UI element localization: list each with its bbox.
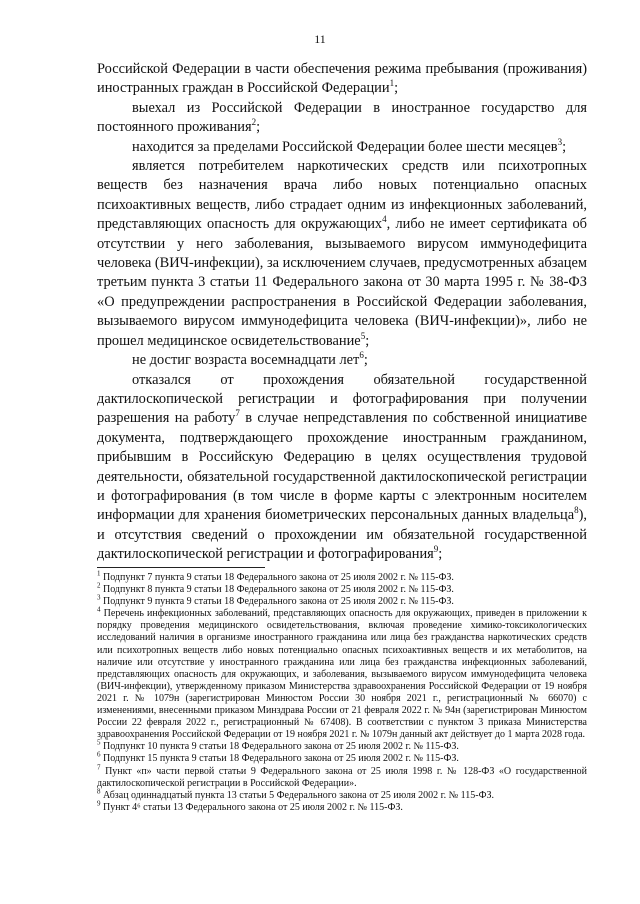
footnote-number: 2 — [97, 581, 101, 590]
footnote-number: 9 — [97, 799, 101, 808]
footnote — [97, 799, 587, 814]
footnote-ref[interactable]: 6 — [359, 350, 364, 361]
paragraph-text: находится за пределами Российской Федерации более шести месяцев — [132, 138, 558, 155]
paragraph-5 — [97, 351, 587, 370]
footnote-number: 7 — [97, 763, 101, 772]
page-number: 11 — [314, 32, 326, 46]
footnote-number: 6 — [97, 751, 101, 760]
footnote-text: Подпункт 8 пункта 9 статьи 18 Федерального закона от 25 июля 2002 г. № 115-ФЗ. — [100, 584, 454, 596]
footnote-number: 4 — [97, 605, 101, 614]
footnote-ref[interactable]: 4 — [382, 214, 387, 225]
paragraph-tail: ), и отсутствия сведений о прохождении им обязательной государственной дактилоскопической регистрации и фотографирования — [97, 507, 587, 563]
footnote-text: Абзац одиннадцатый пункта 13 статьи 5 Федерального закона от 25 июля 2002 г. № 115-ФЗ. — [100, 789, 494, 801]
paragraph-4 — [97, 157, 587, 351]
paragraph-1 — [97, 60, 587, 99]
footnote-text: Подпункт 15 пункта 9 статьи 18 Федерального закона от 25 июля 2002 г. № 115-ФЗ. — [100, 753, 459, 765]
footnote-text: Подпункт 9 пункта 9 статьи 18 Федерального закона от 25 июля 2002 г. № 115-ФЗ. — [100, 596, 454, 608]
paragraph-6 — [97, 371, 587, 565]
footnote-text: Пункт «п» части первой статьи 9 Федерального закона от 25 июля 1998 г. № 128-ФЗ «О государственной дактилоскопической регистрации в Российской Федерации». — [97, 765, 587, 789]
footnote-number: 5 — [97, 738, 101, 747]
footnote-text: Подпункт 7 пункта 9 статьи 18 Федерального закона от 25 июля 2002 г. № 115-ФЗ. — [100, 572, 454, 583]
footnote-ref[interactable]: 9 — [433, 544, 439, 555]
footnotes — [97, 569, 587, 814]
paragraph-tail: ; — [562, 138, 567, 155]
footnote — [97, 763, 587, 790]
footnote-ref[interactable]: 1 — [389, 78, 395, 89]
footnote-ref[interactable]: 7 — [235, 408, 240, 419]
footnote-number: 3 — [97, 593, 101, 602]
footnote-text: Пункт 4⁶ статьи 13 Федерального закона от 25 июля 2002 г. № 115-ФЗ. — [100, 801, 403, 813]
paragraph-tail: ; — [394, 80, 399, 97]
paragraph-tail: , либо не имеет сертификата об отсутствии у него заболевания, вызываемого вирусом иммунодефицита человека (ВИЧ-инфекции), за исключением случаев, предусмотренных абзацем третьим пункта 3 статьи 11 Федерального закона от 30 марта 1995 г. № 38-ФЗ «О предупреждении распространения в Российской Федерации заболевания, вызываемого вирусом иммунодефицита человека (ВИЧ-инфекции)», либо не прошел медицинское освидетельствование — [97, 216, 587, 349]
footnote — [97, 605, 587, 741]
footnote-number: 8 — [97, 787, 101, 796]
footnote — [97, 753, 587, 765]
footnote-text: Подпункт 10 пункта 9 статьи 18 Федерального закона от 25 июля 2002 г. № 115-ФЗ. — [100, 741, 459, 753]
paragraph-text: выехал из Российской Федерации в иностранное государство для постоянного проживания — [97, 99, 587, 136]
footnote-number: 1 — [97, 569, 101, 578]
paragraph-3 — [97, 138, 587, 157]
paragraph-tail: ; — [256, 119, 261, 136]
paragraph-text: отказался от прохождения обязательной государственной дактилоскопической регистрации и фотографирования при получении разрешения на работу — [97, 371, 587, 427]
footnote — [97, 787, 587, 802]
footnote-text: Перечень инфекционных заболеваний, представляющих опасность для окружающих, приведен в приложении к порядку проведения медицинского освидетельствования, включая проведение химико-токсикологических исследований наличия в организме иностранного гражданина или лица без гражданства наркотических средств или психотропных веществ либо новых потенциально опасных психоактивных веществ и их метаболитов, на наличие или отсутствие у иностранного гражданина или лица без гражданства инфекционных заболеваний, представляющих опасность для окружающих, и заболевания, вызываемого вирусом иммунодефицита человека (ВИЧ-инфекции), утвержденному приказом Министерства здравоохранения Российской Федерации от 19 ноября 2021 г. № 1079н (зарегистрирован Минюстом России 30 ноября 2021 г., регистрационный № 66070) с изменениями, внесенными приказом Минздрава России от 21 февраля 2022 г. № 94н (зарегистрирован Минюстом России 22 февраля 2022 г., регистрационный № 67408). В соответствии с пунктом 3 приказа Министерства здравоохранения Российской Федерации от 19 ноября 2021 г. № 1079н данный акт действует до 1 марта 2028 года. — [97, 608, 587, 741]
footnote-ref[interactable]: 3 — [557, 136, 563, 147]
footnote — [97, 569, 587, 584]
main-text — [97, 60, 587, 565]
footnote — [97, 593, 587, 608]
paragraph-text: Российской Федерации в части обеспечения режима пребывания (проживания) иностранных граждан в Российской Федерации — [97, 61, 587, 97]
paragraph-2 — [97, 99, 587, 138]
paragraph-text: является потребителем наркотических средств или психотропных веществ без назначения врача либо новых потенциально опасных психоактивных веществ, либо страдает одним из инфекционных заболеваний, представляющих опасность для окружающих — [97, 158, 587, 233]
footnote — [97, 738, 587, 753]
paragraph-text: не достиг возраста восемнадцати лет — [132, 352, 360, 369]
footnote-ref[interactable]: 8 — [574, 505, 579, 516]
footnote-ref[interactable]: 5 — [360, 330, 366, 341]
paragraph-tail: ; — [363, 352, 368, 369]
paragraph-tail: ; — [365, 332, 370, 349]
footnote-ref[interactable]: 2 — [251, 117, 257, 128]
footnote-separator — [97, 567, 265, 568]
paragraph-tail: в случае непредставления по собственной инициативе документа, подтверждающего прохождение иностранным гражданином, прибывшим в Российскую Федерацию в целях осуществления трудовой деятельности, обязательной государственной дактилоскопической регистрации и фотографирования (в том числе в форме карты с электронным носителем информации для хранения биометрических персональных данных владельца — [97, 410, 588, 524]
footnote — [97, 581, 587, 596]
paragraph-tail: ; — [438, 546, 443, 563]
